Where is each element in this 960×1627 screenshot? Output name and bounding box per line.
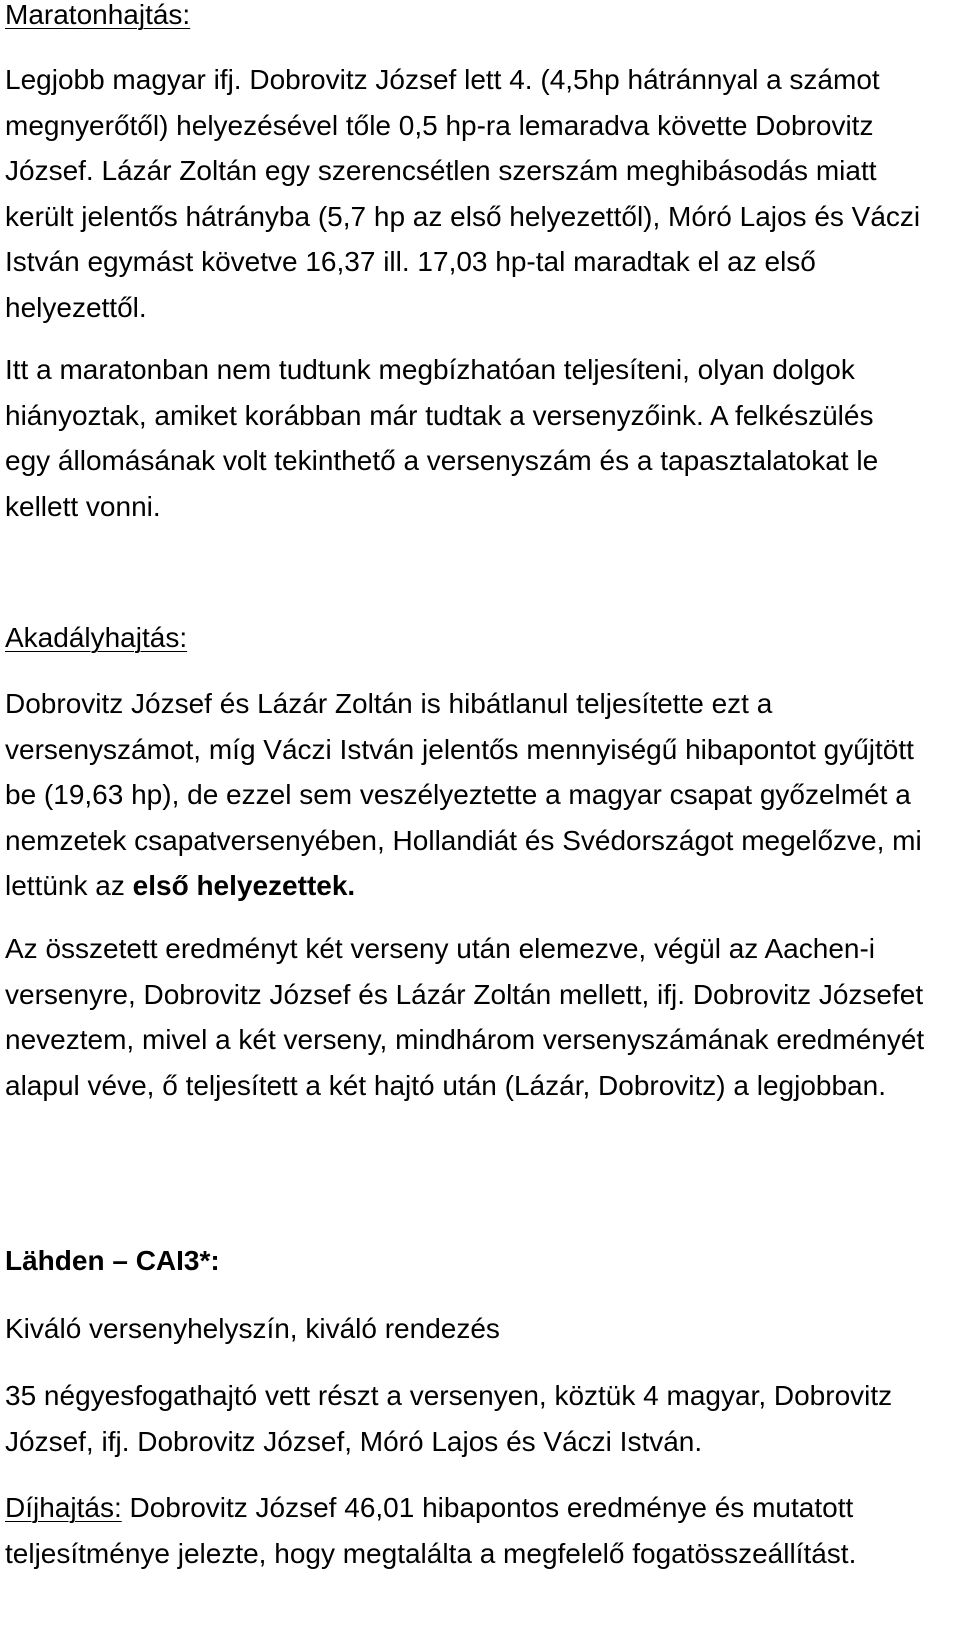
obstacle-heading: Akadályhajtás: — [5, 622, 188, 653]
dressage-text: Dobrovitz József 46,01 hibapontos eredménye és mutatott teljesítménye jelezte, hogy megtalálta a megfelelő fogatösszeállítást. — [5, 1492, 857, 1569]
lahden-paragraph-3 — [5, 1485, 925, 1576]
obstacle-result-bold: első helyezettek. — [132, 870, 356, 901]
obstacle-paragraph-1-text: Dobrovitz József és Lázár Zoltán is hibátlanul teljesítette ezt a versenyszámot, míg Váczi István jelentős mennyiségű hibapontot gyűjtött be (19,63 hp), de ezzel sem veszélyeztette a magyar csapat győzelmét a nemzetek csapatversenyében, Hollandiát és Svédországot megelőzve, mi lettünk az — [5, 688, 922, 901]
lahden-paragraph-2: 35 négyesfogathajtó vett részt a versenyen, köztük 4 magyar, Dobrovitz József, ifj. Dobrovitz József, Móró Lajos és Váczi István. — [5, 1380, 893, 1457]
dressage-label: Díjhajtás: — [5, 1492, 122, 1523]
marathon-heading: Maratonhajtás: — [5, 0, 191, 30]
obstacle-paragraph-1 — [5, 681, 925, 909]
marathon-paragraph-1: Legjobb magyar ifj. Dobrovitz József lett 4. (4,5hp hátránnyal a számot megnyerőtől) helyezésével tőle 0,5 hp-ra lemaradva követte Dobrovitz József. Lázár Zoltán egy szerencsétlen szerszám meghibásodás miatt került jelentős hátrányba (5,7 hp az első helyezettől), Móró Lajos és Váczi István egymást követve 16,37 ill. 17,03 hp-tal maradtak el az első helyezettől. — [5, 64, 921, 323]
marathon-paragraph-2: Itt a maratonban nem tudtunk megbízhatóan teljesíteni, olyan dolgok hiányoztak, amiket korábban már tudtak a versenyzőink. A felkészülés egy állomásának volt tekinthető a versenyszám és a tapasztalatokat le kellett vonni. — [5, 354, 879, 522]
lahden-paragraph-1: Kiváló versenyhelyszín, kiváló rendezés — [5, 1313, 500, 1344]
lahden-heading: Lähden – CAI3*: — [5, 1245, 220, 1276]
obstacle-paragraph-2: Az összetett eredményt két verseny után elemezve, végül az Aachen-i versenyre, Dobrovitz József és Lázár Zoltán mellett, ifj. Dobrovitz Józsefet neveztem, mivel a két verseny, mindhárom versenyszámának eredményét alapul véve, ő teljesített a két hajtó után (Lázár, Dobrovitz) a legjobban. — [5, 933, 925, 1101]
